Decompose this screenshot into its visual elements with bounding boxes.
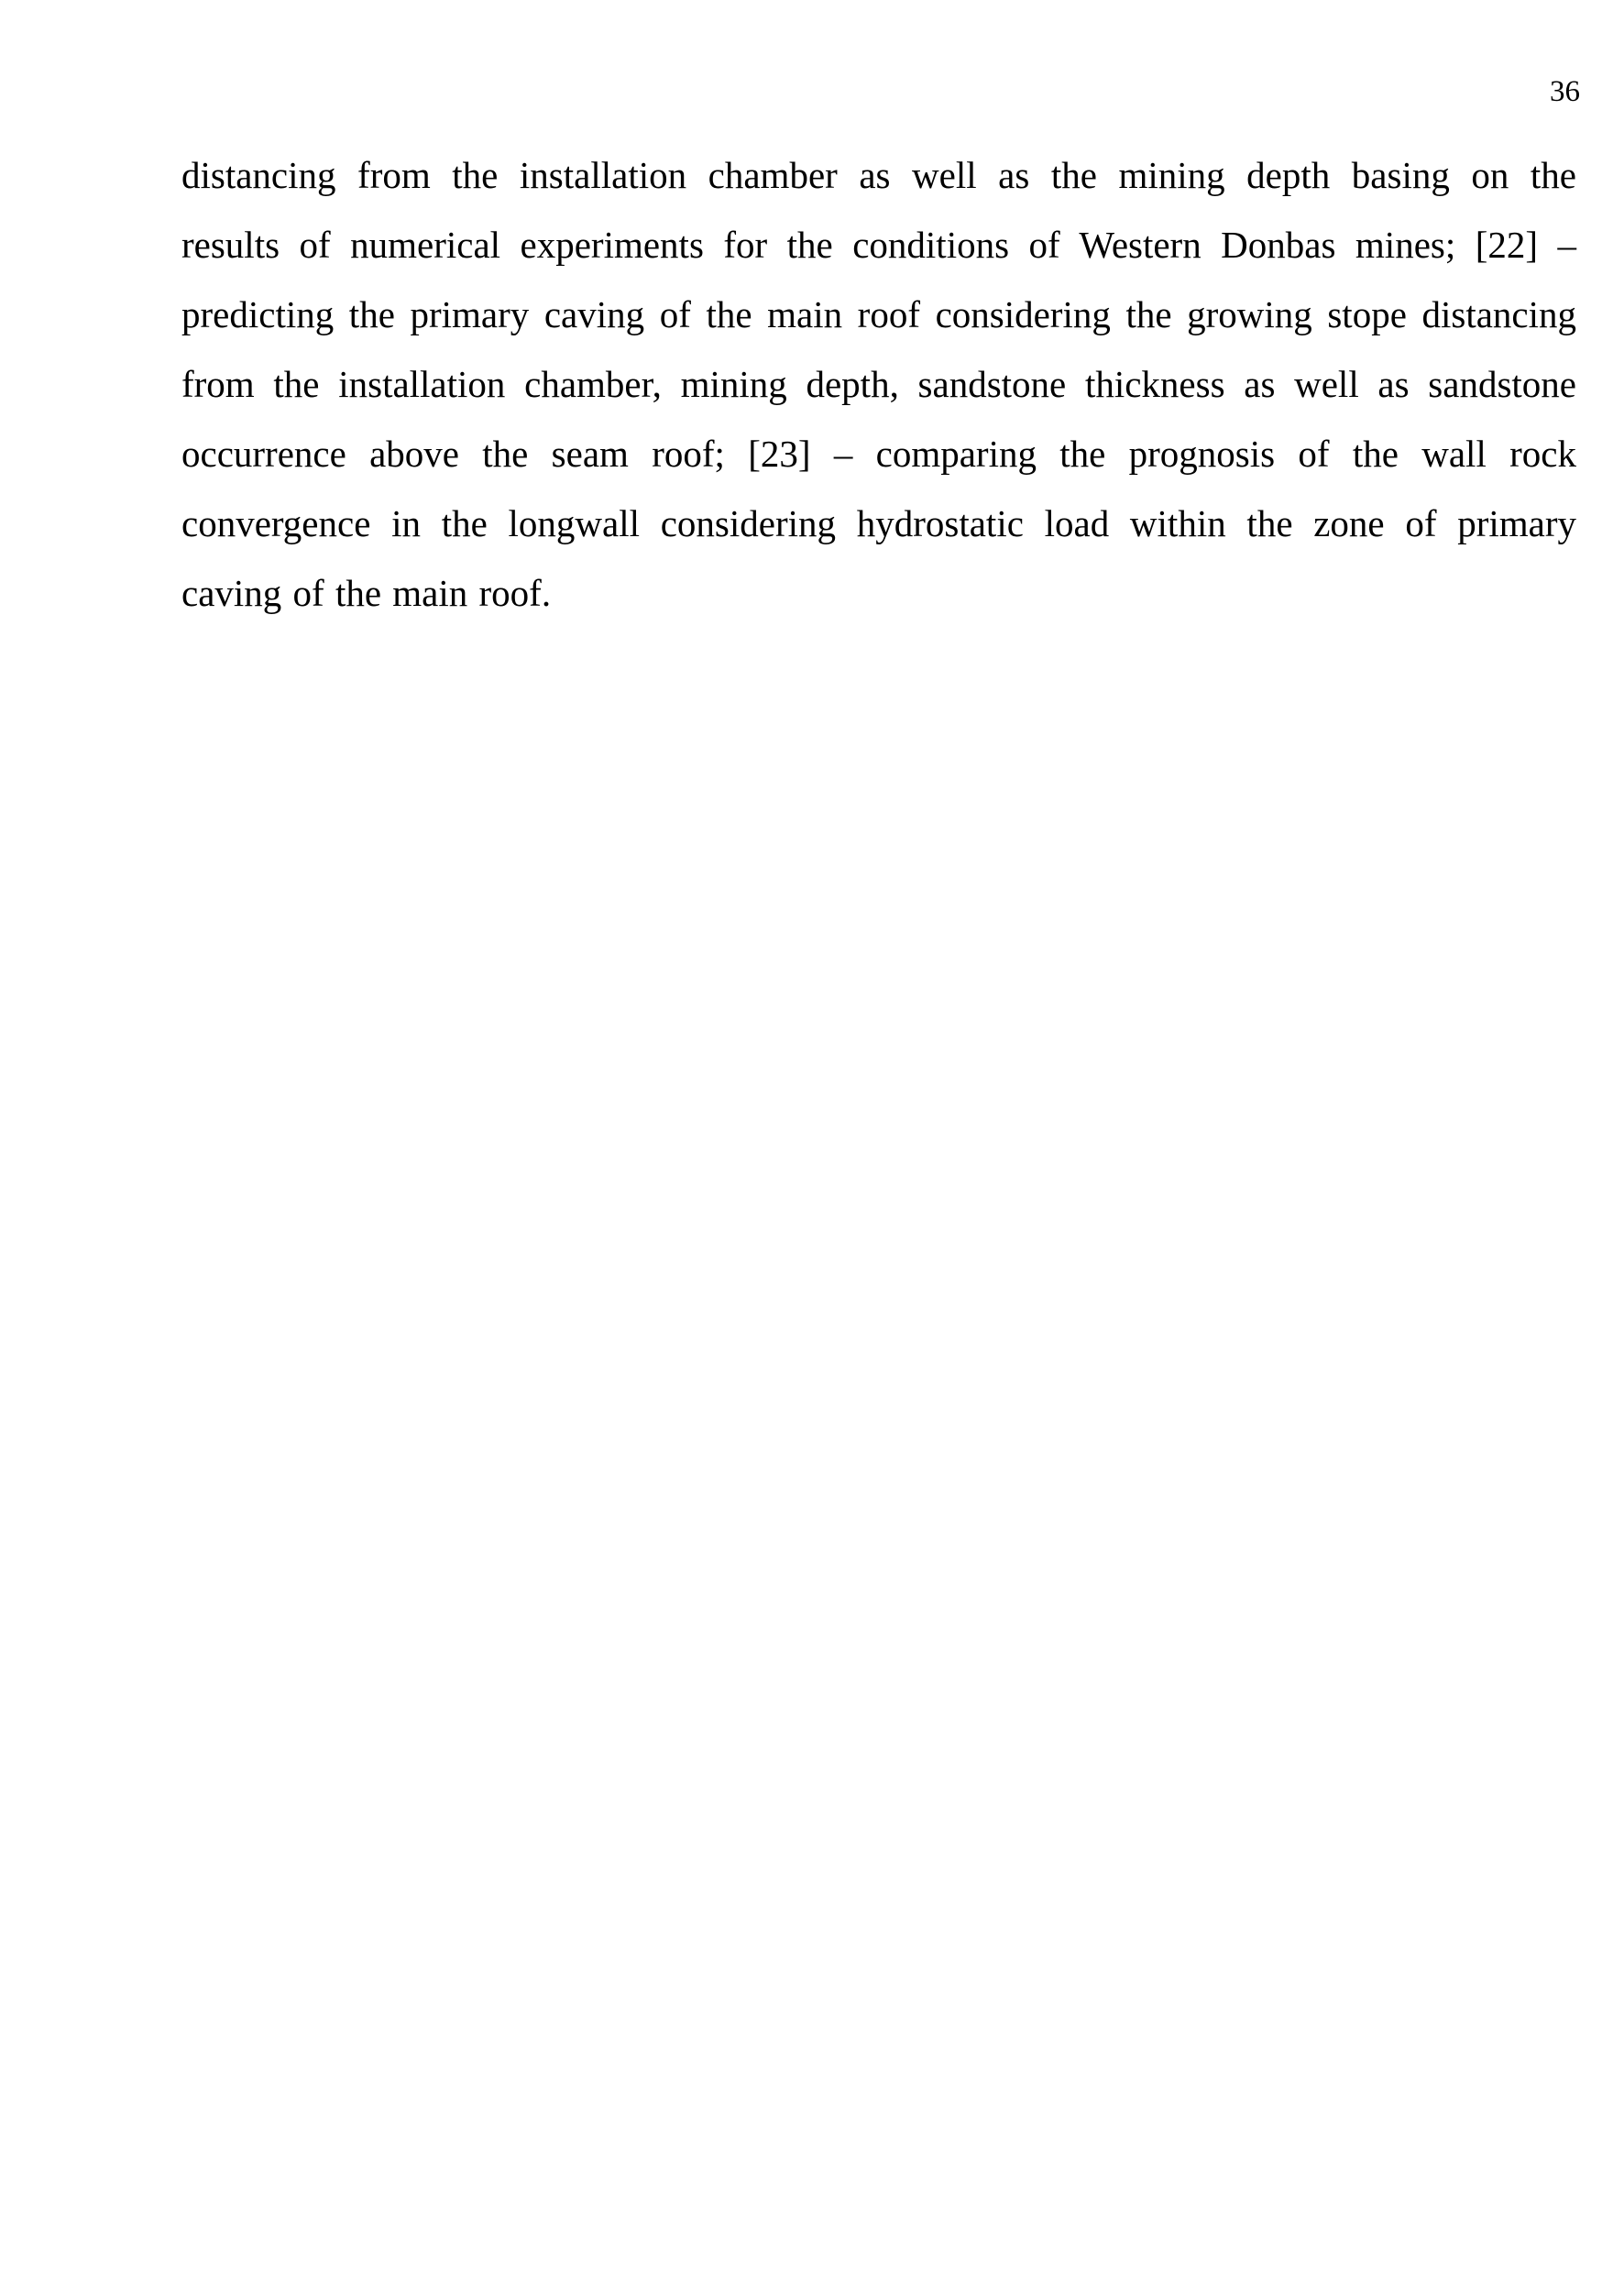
paragraph-line: occurrence above the seam roof; [23] – comparing the prognosis of the wall rock <box>181 433 1576 475</box>
paragraph-line: predicting the primary caving of the main roof considering the growing stope distancing <box>181 293 1576 335</box>
paragraph-line: from the installation chamber, mining depth, sandstone thickness as well as sandstone <box>181 363 1576 405</box>
paragraph-line: caving of the main roof. <box>181 572 552 614</box>
paragraph-line: results of numerical experiments for the conditions of Western Donbas mines; [22] – <box>181 224 1576 266</box>
page-number: 36 <box>1550 75 1580 108</box>
paragraph-line: distancing from the installation chamber as well as the mining depth basing on the <box>181 154 1576 196</box>
paragraph-line: convergence in the longwall considering hydrostatic load within the zone of primary <box>181 502 1576 544</box>
body-paragraph <box>181 140 1576 628</box>
